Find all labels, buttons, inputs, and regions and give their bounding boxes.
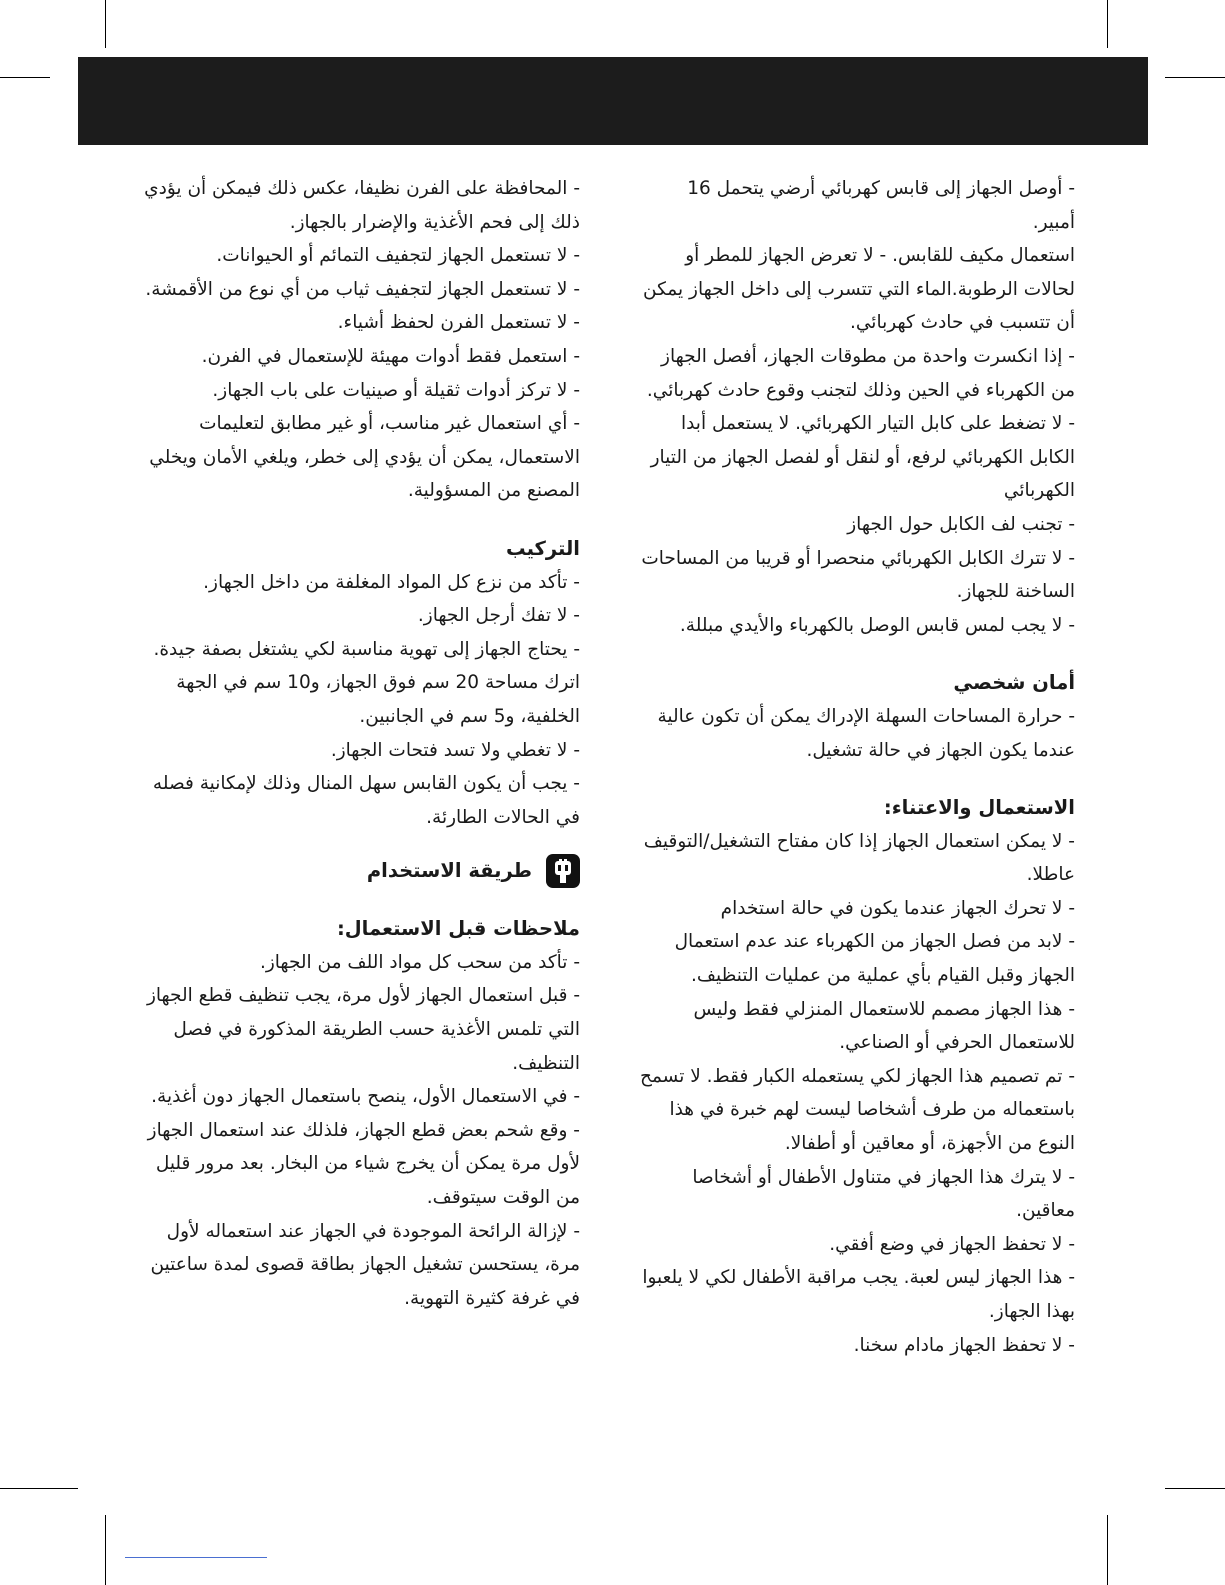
list-item: - المحافظة على الفرن نظيفا، عكس ذلك فيمكن أن يؤدي ذلك إلى فحم الأغذية والإضرار بالجهاز. [144, 178, 580, 233]
list-item: - تم تصميم هذا الجهاز لكي يستعمله الكبار فقط. لا تسمح باستعماله من طرف أشخاصا ليست لهم خبرة في هذا النوع من الأجهزة، أو معاقين أو أطفالا. [640, 1065, 1075, 1155]
list-item: - لا تضغط على كابل التيار الكهربائي. لا يستعمل أبدا الكابل الكهربائي لرفع، أو لنقل أو لفصل الجهاز من التيار الكهربائي [650, 413, 1075, 502]
personal-safety-heading: أمان شخصي [953, 671, 1075, 695]
list-item: - لا تغطي ولا تسد فتحات الجهاز. [330, 739, 580, 761]
list-item: - لا تحفظ الجهاز في وضع أفقي. [829, 1233, 1075, 1255]
crop-mark [0, 77, 50, 78]
crop-mark [0, 1488, 78, 1489]
crop-mark [105, 1515, 106, 1585]
plug-icon [546, 854, 580, 888]
use-care-list [640, 825, 1075, 1363]
list-item: - لابد من فصل الجهاز من الكهرباء عند عدم استعمال الجهاز وقبل القيام بأي عملية من عمليات التنظيف. [674, 931, 1075, 987]
list-item: - تجنب لف الكابل حول الجهاز [847, 513, 1075, 535]
list-item: - لا تفك أرجل الجهاز. [417, 605, 580, 627]
crop-mark [105, 0, 106, 48]
list-item: - يجب أن يكون القابس سهل المنال وذلك لإمكانية فصله في الحالات الطارئة. [152, 773, 580, 828]
list-item: - لا يمكن استعمال الجهاز إذا كان مفتاح التشغيل/التوقيف عاطلا. [643, 830, 1075, 886]
list-item: - لا تستعمل الجهاز لتجفيف ثياب من أي نوع من الأقمشة. [145, 278, 580, 300]
list-item: - لا تستعمل الجهاز لتجفيف التمائم أو الحيوانات. [216, 245, 580, 267]
usage-heading: طريقة الاستخدام [366, 859, 532, 883]
left-column [140, 172, 580, 1315]
safety-list [640, 172, 1075, 642]
header-band [78, 57, 1148, 145]
list-item: - لا تركز أدوات ثقيلة أو صينيات على باب الجهاز. [212, 379, 580, 401]
right-column [640, 172, 1075, 1362]
list-item: - هذا الجهاز مصمم للاستعمال المنزلي فقط وليس للاستعمال الحرفي أو الصناعي. [693, 998, 1075, 1054]
list-item: - أوصل الجهاز إلى قابس كهربائي أرضي يتحمل 16 أمبير. [687, 178, 1075, 233]
notes-list [140, 946, 580, 1316]
list-item: - تأكد من نزع كل المواد المغلفة من داخل الجهاز. [203, 571, 580, 593]
list-item: - هذا الجهاز ليس لعبة. يجب مراقبة الأطفال لكي لا يلعبوا بهذا الجهاز. [642, 1267, 1075, 1322]
list-item: استعمال مكيف للقابس. - لا تعرض الجهاز للمطر أو لحالات الرطوبة.الماء التي تتسرب إلى داخل الجهاز يمكن أن تتسبب في حادث كهربائي. [643, 245, 1075, 334]
footer-link-line [125, 1557, 267, 1558]
crop-mark [1107, 1515, 1108, 1585]
crop-mark [1165, 1488, 1225, 1489]
list-item: - لا يترك هذا الجهاز في متناول الأطفال أو أشخاصا معاقين. [692, 1166, 1075, 1222]
list-item: - تأكد من سحب كل مواد اللف من الجهاز. [259, 951, 580, 973]
list-item: - استعمل فقط أدوات مهيئة للإستعمال في الفرن. [201, 345, 580, 367]
list-item: - حرارة المساحات السهلة الإدراك يمكن أن تكون عالية عندما يكون الجهاز في حالة تشغيل. [657, 705, 1075, 761]
notes-heading: ملاحظات قبل الاستعمال: [336, 917, 580, 941]
usage-heading-row [140, 854, 580, 888]
crop-mark [1165, 77, 1225, 78]
list-item: - لا تحفظ الجهاز مادام سخنا. [853, 1334, 1075, 1356]
list-item: - لا تترك الكابل الكهربائي منحصرا أو قريبا من المساحات الساخنة للجهاز. [641, 547, 1075, 603]
list-item: - وقع شحم بعض قطع الجهاز، فلذلك عند استعمال الجهاز لأول مرة يمكن أن يخرج شياء من البخار. بعد مرور قليل من الوقت سيتوقف. [147, 1119, 580, 1209]
list-item: - لا تستعمل الفرن لحفظ أشياء. [337, 312, 580, 334]
list-item: - لا تحرك الجهاز عندما يكون في حالة استخدام [720, 897, 1075, 919]
list-item: - يحتاج الجهاز إلى تهوية مناسبة لكي يشتغل بصفة جيدة. اترك مساحة 20 سم فوق الجهاز، و10 سم في الجهة الخلفية، و5 سم في الجانبين. [153, 638, 580, 727]
installation-heading: التركيب [505, 536, 580, 560]
crop-mark [1107, 0, 1108, 48]
list-item: - قبل استعمال الجهاز لأول مرة، يجب تنظيف قطع الجهاز التي تلمس الأغذية حسب الطريقة المذكورة في فصل التنظيف. [146, 985, 580, 1074]
installation-list [140, 566, 580, 835]
use-care-heading: الاستعمال والاعتناء: [883, 796, 1075, 820]
list-item: - إذا انكسرت واحدة من مطوقات الجهاز، أفصل الجهاز من الكهرباء في الحين وذلك لتجنب وقوع حادث كهربائي. [646, 345, 1075, 401]
safety-list-continued [140, 172, 580, 508]
list-item: - لا يجب لمس قابس الوصل بالكهرباء والأيدي مبللة. [679, 614, 1075, 636]
list-item: - في الاستعمال الأول، ينصح باستعمال الجهاز دون أغذية. [151, 1086, 580, 1108]
list-item: - أي استعمال غير مناسب، أو غير مطابق لتعليمات الاستعمال، يمكن أن يؤدي إلى خطر، ويلغي الأمان ويخلي المصنع من المسؤولية. [149, 413, 580, 502]
list-item: - لإزالة الرائحة الموجودة في الجهاز عند استعماله لأول مرة، يستحسن تشغيل الجهاز بطاقة قصوى لمدة ساعتين في غرفة كثيرة التهوية. [150, 1220, 580, 1309]
